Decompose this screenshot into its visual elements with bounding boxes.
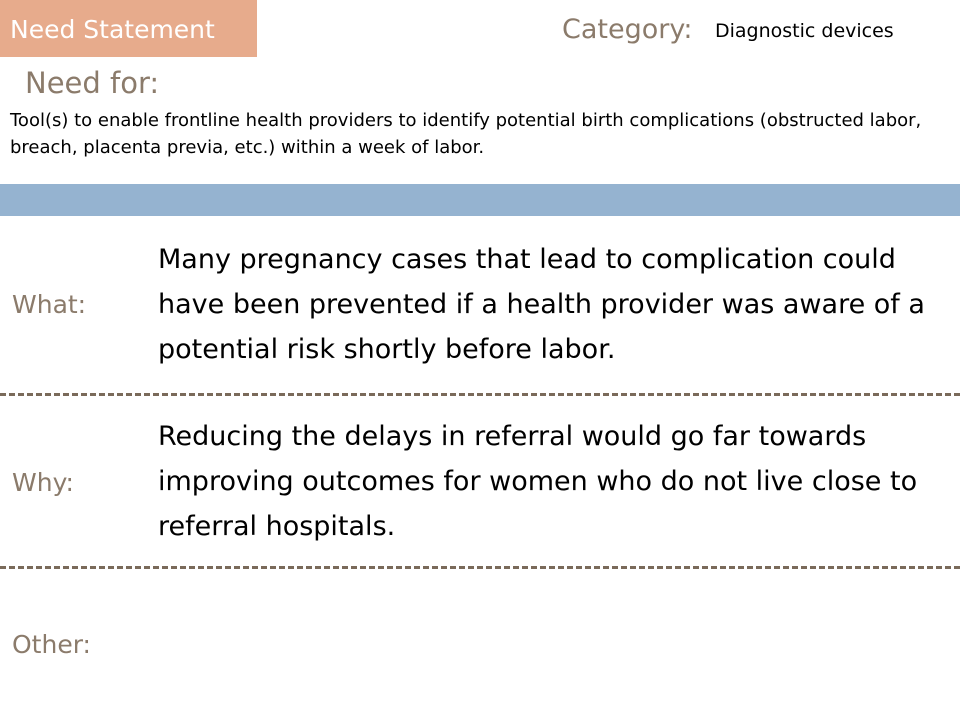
why-text: Reducing the delays in referral would go far towards improving outcomes for women who do not live close to referral hospitals. — [158, 421, 918, 542]
category-value: Diagnostic devices — [715, 20, 894, 42]
need-for-label: Need for: — [25, 66, 160, 100]
section-divider-band — [0, 184, 960, 216]
dashed-divider-why — [0, 566, 960, 569]
what-label: What: — [12, 290, 87, 319]
dashed-divider-what — [0, 393, 960, 396]
what-text: Many pregnancy cases that lead to complication could have been prevented if a health provider was aware of a potential risk shortly before labor. — [158, 244, 925, 365]
need-statement-badge: Need Statement — [0, 0, 257, 57]
other-label: Other: — [12, 630, 91, 659]
need-for-text: Tool(s) to enable frontline health providers to identify potential birth complications (obstructed labor, breach, placenta previa, etc.) within a week of labor. — [10, 110, 922, 158]
why-label: Why: — [12, 468, 74, 497]
category-label: Category: — [562, 14, 693, 45]
